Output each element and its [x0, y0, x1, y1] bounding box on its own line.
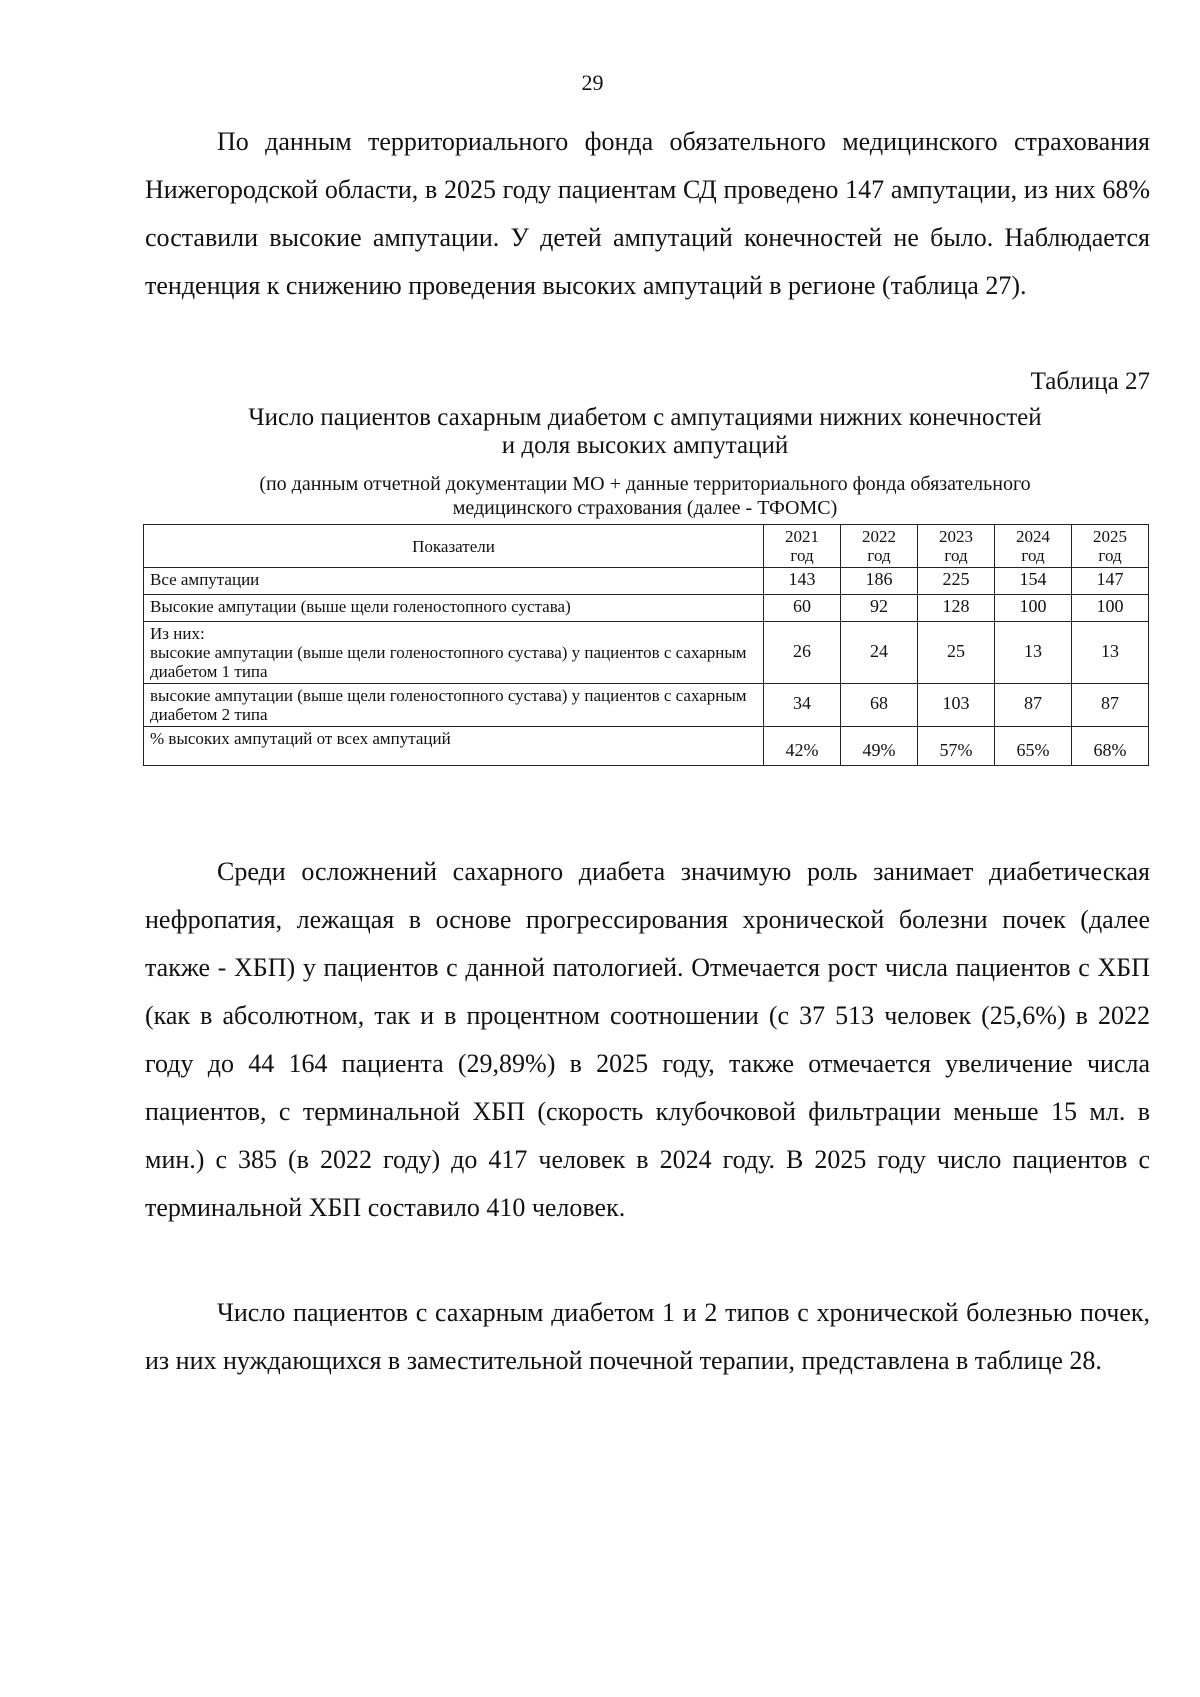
paragraph-nephropathy-text: Среди осложнений сахарного диабета значимую роль занимает диабетическая нефропатия, лежащая в основе прогрессирования хронической болезни почек (далее также - ХБП) у пациентов с данной патологией. Отмечается рост числа пациентов с ХБП (как в абсолютном, так и в процентном соотношении (с 37 513 человек (25,6%) в 2022 году до 44 164 пациента (29,89%) в 2025 году, также отмечается увеличение числа пациентов, с терминальной ХБП (скорость клубочковой фильтрации меньше 15 мл. в мин.) с 385 (в 2022 году) до 417 человек в 2024 году. В 2025 году число пациентов с терминальной ХБП составило 410 человек. — [145, 857, 1150, 1222]
cell-value: 128 — [918, 595, 995, 622]
row-label: Все ампутации — [144, 568, 764, 595]
table-row — [144, 684, 1149, 727]
header-year-2022: 2022 год — [841, 525, 918, 568]
table-row — [144, 568, 1149, 595]
table-row — [144, 727, 1149, 766]
cell-value: 100 — [1072, 595, 1149, 622]
cell-value: 87 — [995, 684, 1072, 727]
cell-value: 225 — [918, 568, 995, 595]
cell-value: 57% — [918, 727, 995, 766]
cell-value: 68 — [841, 684, 918, 727]
header-year-2023: 2023 год — [918, 525, 995, 568]
cell-value: 60 — [764, 595, 841, 622]
row-label: высокие ампутации (выше щели голеностопного сустава) у пациентов с сахарным диабетом 2 типа — [144, 684, 764, 727]
table-subtitle-line1: (по данным отчетной документации МО + данные территориального фонда обязательного — [259, 473, 1031, 495]
cell-value: 68% — [1072, 727, 1149, 766]
cell-value: 49% — [841, 727, 918, 766]
row-label: % высоких ампутаций от всех ампутаций — [144, 727, 764, 766]
table-row — [144, 595, 1149, 622]
paragraph-ckd-table-ref-text: Число пациентов с сахарным диабетом 1 и 2 типов с хронической болезнью почек, из них нуждающихся в заместительной почечной терапии, представлена в таблице 28. — [145, 1298, 1150, 1375]
table-label: Таблица 27 — [1030, 368, 1150, 395]
header-indicator: Показатели — [144, 525, 764, 568]
cell-value: 154 — [995, 568, 1072, 595]
cell-value: 147 — [1072, 568, 1149, 595]
cell-value: 25 — [918, 622, 995, 684]
cell-value: 92 — [841, 595, 918, 622]
cell-value: 42% — [764, 727, 841, 766]
cell-value: 13 — [1072, 622, 1149, 684]
paragraph-amputations-text: По данным территориального фонда обязательного медицинского страхования Нижегородской области, в 2025 году пациентам СД проведено 147 ампутации, из них 68% составили высокие ампутации. У детей ампутаций конечностей не было. Наблюдается тенденция к снижению проведения высоких ампутаций в регионе (таблица 27). — [145, 127, 1150, 300]
table-subtitle — [140, 472, 1150, 520]
header-year-2021: 2021 год — [764, 525, 841, 568]
amputations-table — [143, 524, 1149, 766]
table-title-line2: и доля высоких ампутаций — [501, 432, 789, 459]
table-title-line1: Число пациентов сахарным диабетом с ампутациями нижних конечностей — [248, 404, 1042, 431]
paragraph-amputations — [145, 118, 1150, 310]
cell-value: 100 — [995, 595, 1072, 622]
table-subtitle-line2: медицинского страхования (далее - ТФОМС) — [452, 497, 838, 519]
row-label-prefix: Из них: — [150, 624, 205, 643]
header-year-2024: 2024 год — [995, 525, 1072, 568]
cell-value: 13 — [995, 622, 1072, 684]
cell-value: 34 — [764, 684, 841, 727]
row-label-text: высокие ампутации (выше щели голеностопного сустава) у пациентов с сахарным диабетом 1 типа — [150, 643, 747, 681]
cell-value: 143 — [764, 568, 841, 595]
cell-value: 186 — [841, 568, 918, 595]
cell-value: 24 — [841, 622, 918, 684]
cell-value: 26 — [764, 622, 841, 684]
table-row — [144, 622, 1149, 684]
header-year-2025: 2025 год — [1072, 525, 1149, 568]
cell-value: 103 — [918, 684, 995, 727]
table-title — [140, 404, 1150, 460]
cell-value: 87 — [1072, 684, 1149, 727]
row-label: Высокие ампутации (выше щели голеностопного сустава) — [144, 595, 764, 622]
paragraph-ckd-table-ref — [145, 1289, 1150, 1385]
row-label — [144, 622, 764, 684]
page-number: 29 — [581, 70, 604, 95]
cell-value: 65% — [995, 727, 1072, 766]
paragraph-nephropathy — [145, 848, 1150, 1232]
table-header-row — [144, 525, 1149, 568]
